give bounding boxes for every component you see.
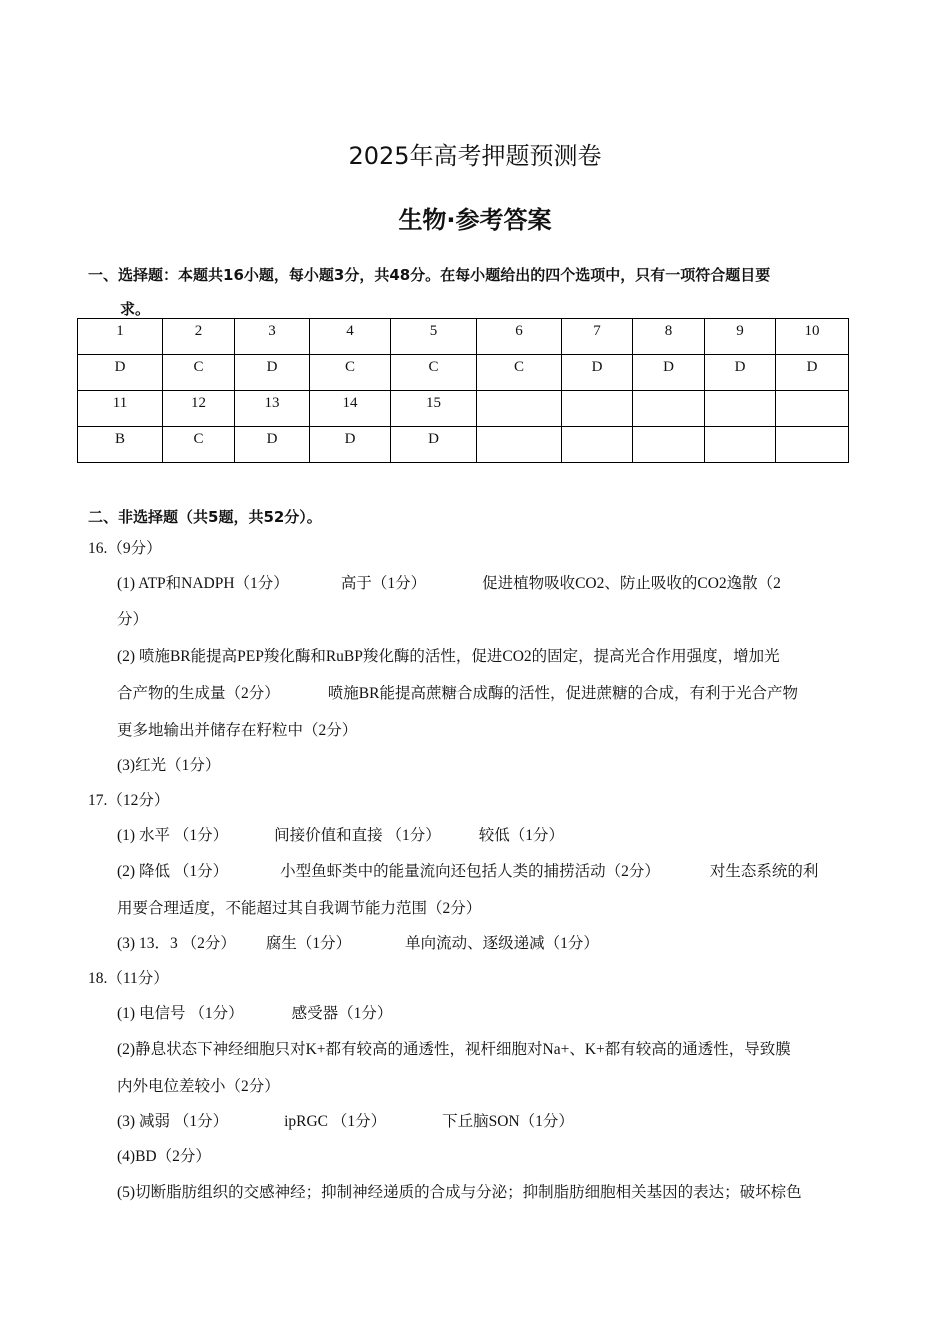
answer-cell: C xyxy=(310,355,391,391)
q17-2b: 小型鱼虾类中的能量流向还包括人类的捕捞活动（2分） xyxy=(280,863,660,880)
empty-cell xyxy=(477,427,562,463)
question-number-cell: 9 xyxy=(705,319,776,355)
section2-heading: 二、非选择题（共5题，共52分）。 xyxy=(88,508,322,526)
q17-answer-2 xyxy=(117,859,818,881)
q17-3a: (3) 13．3 （2分） xyxy=(117,935,236,952)
answer-cell: D xyxy=(633,355,705,391)
q17-answer-2-cont: 用要合理适度，不能超过其自我调节能力范围（2分） xyxy=(117,900,482,917)
question-number-cell: 4 xyxy=(310,319,391,355)
answer-table xyxy=(77,318,849,463)
q17-2c: 对生态系统的利 xyxy=(709,863,819,880)
q16-2b: 合产物的生成量（2分） xyxy=(117,685,280,702)
empty-cell xyxy=(633,427,705,463)
empty-cell xyxy=(562,391,633,427)
answer-cell: D xyxy=(235,355,310,391)
q18-answer-3 xyxy=(117,1109,574,1131)
q17-1a: (1) 水平 （1分） xyxy=(117,827,229,844)
q16-1b: 高于（1分） xyxy=(340,575,427,592)
q18-answer-1 xyxy=(117,1001,392,1023)
q16-answer-1 xyxy=(117,571,781,593)
answer-cell: C xyxy=(163,355,235,391)
q16-answer-3: (3)红光（1分） xyxy=(117,757,221,774)
q16-heading: 16.（9分） xyxy=(88,540,162,557)
question-number-cell: 3 xyxy=(235,319,310,355)
section1-heading-cont: 求。 xyxy=(120,300,151,318)
document-title: 2025年高考押题预测卷 xyxy=(348,142,602,170)
q17-heading: 17.（12分） xyxy=(88,792,170,809)
q16-1a: (1) ATP和NADPH（1分） xyxy=(117,575,289,592)
q16-answer-1-cont: 分） xyxy=(117,611,149,628)
answer-table-row xyxy=(78,427,849,463)
answer-cell: D xyxy=(776,355,849,391)
question-number-cell: 13 xyxy=(235,391,310,427)
q16-2c: 喷施BR能提高蔗糖合成酶的活性，促进蔗糖的合成，有利于光合产物 xyxy=(327,685,798,702)
q17-answer-3 xyxy=(117,931,599,953)
answer-table-row xyxy=(78,355,849,391)
empty-cell xyxy=(562,427,633,463)
question-number-cell: 5 xyxy=(391,319,477,355)
answer-cell: C xyxy=(163,427,235,463)
answer-table-row xyxy=(78,391,849,427)
answer-cell: B xyxy=(78,427,163,463)
answer-table-row xyxy=(78,319,849,355)
answer-cell: D xyxy=(78,355,163,391)
q16-answer-2-cont2: 更多地输出并储存在籽粒中（2分） xyxy=(117,722,358,739)
empty-cell xyxy=(477,391,562,427)
q18-3b: ipRGC （1分） xyxy=(284,1113,387,1130)
answer-cell: D xyxy=(310,427,391,463)
q17-3c: 单向流动、逐级递减（1分） xyxy=(405,935,599,952)
question-number-cell: 6 xyxy=(477,319,562,355)
section1-heading xyxy=(88,258,863,326)
q18-1a: (1) 电信号 （1分） xyxy=(117,1005,244,1022)
q17-answer-1 xyxy=(117,823,564,845)
empty-cell xyxy=(776,427,849,463)
q18-3a: (3) 减弱 （1分） xyxy=(117,1113,229,1130)
question-number-cell: 11 xyxy=(78,391,163,427)
q18-3c: 下丘脑SON（1分） xyxy=(442,1113,574,1130)
question-number-cell: 15 xyxy=(391,391,477,427)
answer-cell: D xyxy=(562,355,633,391)
empty-cell xyxy=(705,391,776,427)
q17-3b: 腐生（1分） xyxy=(265,935,352,952)
empty-cell xyxy=(705,427,776,463)
section1-heading-text: 一、选择题：本题共16小题，每小题3分，共48分。在每小题给出的四个选项中，只有一项符合题目要 xyxy=(88,266,771,284)
q18-answer-5: (5)切断脂肪组织的交感神经；抑制神经递质的合成与分泌；抑制脂肪细胞相关基因的表达；破坏棕色 xyxy=(117,1184,802,1201)
answer-cell: C xyxy=(477,355,562,391)
question-number-cell: 14 xyxy=(310,391,391,427)
q16-1c: 促进植物吸收CO2、防止吸收的CO2逸散（2 xyxy=(482,575,781,592)
q18-answer-4: (4)BD（2分） xyxy=(117,1148,211,1165)
answer-cell: D xyxy=(235,427,310,463)
answer-cell: C xyxy=(391,355,477,391)
q17-2a: (2) 降低 （1分） xyxy=(117,863,229,880)
empty-cell xyxy=(633,391,705,427)
q17-1b: 间接价值和直接 （1分） xyxy=(274,827,441,844)
question-number-cell: 12 xyxy=(163,391,235,427)
q18-answer-2-cont: 内外电位差较小（2分） xyxy=(117,1078,280,1095)
question-number-cell: 10 xyxy=(776,319,849,355)
answer-cell: D xyxy=(705,355,776,391)
answer-cell: D xyxy=(391,427,477,463)
q18-answer-2: (2)静息状态下神经细胞只对K+都有较高的通透性，视杆细胞对Na+、K+都有较高的通透性，导致膜 xyxy=(117,1041,791,1058)
question-number-cell: 2 xyxy=(163,319,235,355)
question-number-cell: 8 xyxy=(633,319,705,355)
q18-1b: 感受器（1分） xyxy=(291,1005,393,1022)
question-number-cell: 7 xyxy=(562,319,633,355)
question-number-cell: 1 xyxy=(78,319,163,355)
q16-answer-2-cont xyxy=(117,681,798,703)
q16-answer-2: (2) 喷施BR能提高PEP羧化酶和RuBP羧化酶的活性，促进CO2的固定，提高光合作用强度，增加光 xyxy=(117,648,780,665)
q18-heading: 18.（11分） xyxy=(88,970,169,987)
q17-1c: 较低（1分） xyxy=(478,827,564,844)
document-subtitle: 生物·参考答案 xyxy=(398,206,552,234)
empty-cell xyxy=(776,391,849,427)
